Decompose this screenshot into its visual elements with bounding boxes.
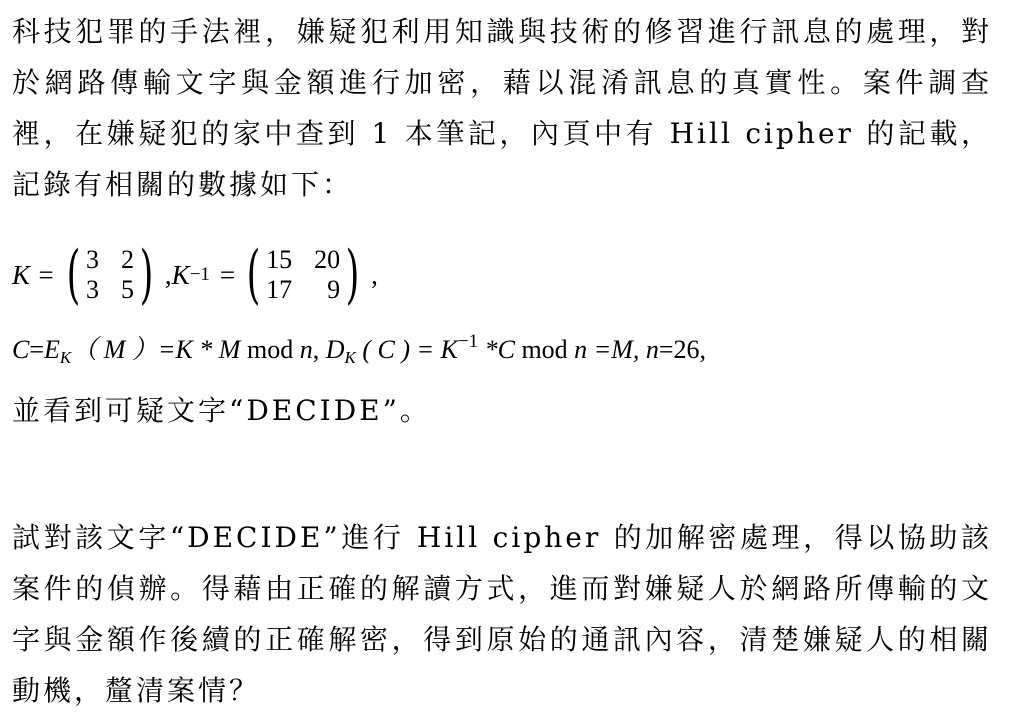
k-matrix	[61, 238, 159, 312]
encrypt-rhs: =K * M	[157, 335, 241, 364]
equals-m: =M,	[587, 335, 646, 364]
kinv-label: K	[171, 259, 190, 290]
n-value: =26,	[658, 335, 707, 364]
seen-text-paragraph: 並看到可疑文字“DECIDE”。	[12, 394, 431, 427]
n-symbol-3: n	[645, 335, 659, 364]
intro-paragraph: 科技犯罪的手法裡，嫌疑犯利用知識與技術的修習進行訊息的處理，對於網路傳輸文字與金額進行加密，藉以混淆訊息的真實性。案件調查裡，在嫌疑犯的家中查到 1 本筆記，內頁中有 Hill cipher 的記載，記錄有相關的數據如下：	[12, 15, 992, 201]
m-argument: （ M ）	[71, 335, 158, 364]
kinv-matrix-grid	[266, 245, 340, 305]
kinv-symbol: K	[440, 335, 458, 364]
e-subscript: K	[59, 348, 72, 367]
k-matrix-cell: 5	[120, 275, 134, 304]
mod-operator: mod	[240, 335, 300, 364]
matrix-separator: ,	[164, 259, 172, 290]
k-matrix-cell: 3	[85, 275, 99, 304]
key-matrices-equation	[12, 238, 378, 312]
left-paren: (	[246, 238, 261, 312]
decrypt-rhs: *C	[478, 335, 515, 364]
k-matrix-grid	[86, 245, 134, 305]
d-subscript: K	[344, 348, 356, 367]
kinv-exponent-2: −1	[457, 331, 479, 352]
c-argument: ( C ) =	[355, 335, 441, 364]
right-paren: )	[139, 238, 154, 312]
k-matrix-cell: 3	[85, 245, 99, 274]
kinv-matrix-cell: 9	[327, 275, 341, 304]
c-symbol: C	[12, 335, 30, 364]
formula-comma: ,	[312, 335, 326, 364]
k-matrix-cell: 2	[120, 245, 134, 274]
cipher-formula	[12, 329, 706, 368]
equals-sign: =	[29, 335, 45, 364]
right-paren: )	[345, 238, 360, 312]
equation-trailing-comma: ,	[371, 259, 378, 290]
mod-operator-2: mod	[514, 335, 575, 364]
e-symbol: E	[44, 335, 60, 364]
left-paren: (	[66, 238, 81, 312]
kinv-matrix-cell: 17	[266, 275, 293, 304]
kinv-matrix-cell: 15	[266, 245, 293, 274]
n-symbol-2: n	[574, 335, 588, 364]
d-symbol: D	[325, 335, 345, 364]
kinv-matrix-cell: 20	[314, 245, 341, 274]
k-label: K =	[12, 259, 55, 290]
n-symbol: n	[299, 335, 313, 364]
kinv-matrix	[241, 238, 365, 312]
kinv-exponent: −1	[189, 264, 210, 285]
task-paragraph: 試對該文字“DECIDE”進行 Hill cipher 的加解密處理，得以協助該案件的偵辦。得藉由正確的解讀方式，進而對嫌疑人於網路所傳輸的文字與金額作後續的正確解密，得到原始的通訊內容，清楚嫌疑人的相關動機，釐清案情？	[12, 521, 992, 707]
kinv-equals: =	[219, 259, 236, 290]
